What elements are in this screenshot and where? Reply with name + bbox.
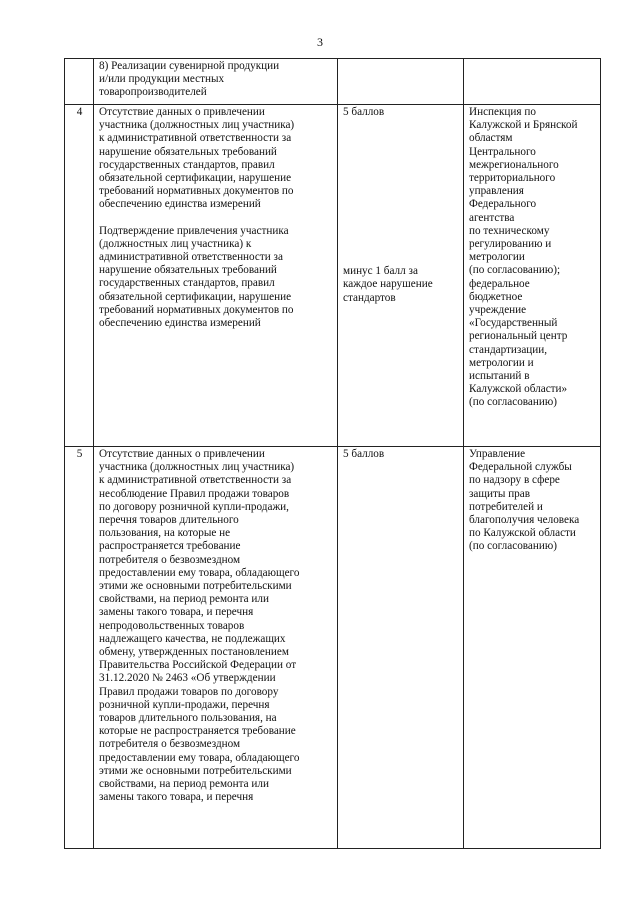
row-number	[65, 59, 94, 105]
authority-text: Управление Федеральной службы по надзору в сфере защиты прав потребителей и благополучия человека по Калужской области (по согласованию)	[469, 448, 580, 553]
score-text: 5 баллов	[343, 106, 385, 118]
criteria-table	[64, 58, 601, 849]
table-row	[65, 59, 601, 105]
authority-cell	[464, 105, 601, 447]
score-penalty-text: минус 1 балл за каждое нарушение стандартов	[343, 265, 433, 304]
criterion-text: Отсутствие данных о привлечении участника (должностных лиц участника) к административной ответственности за нарушение обязательных требований государственных стандартов, правил обязательной сертификации, нарушение требований нормативных документов по обеспечению единства измерений	[99, 106, 295, 211]
criterion-cell	[94, 59, 338, 105]
row-number: 5	[65, 447, 94, 849]
score-cell	[338, 447, 464, 849]
criterion-text-violation: Подтверждение привлечения участника (должностных лиц участника) к административной ответственности за нарушение обязательных требований государственных стандартов, правил обязательной сертификации, нарушение требований нормативных документов по обеспечению единства измерений	[99, 224, 294, 330]
criterion-text: Отсутствие данных о привлечении участника (должностных лиц участника) к административной ответственности за несоблюдение Правил продажи товаров по договору розничной купли-продажи, перечня товаров длительного пользования, на которые не распространяется требование потребителя о безвозмездном предоставлении ему товара, обладающего этими же основными потребительскими свойствами, на период ремонта или замены такого товара, и перечня непродовольственных товаров надлежащего качества, не подлежащих обмену, утвержденных постановлением Правительства Российской Федерации от 31.12.2020 № 2463 «Об утверждении Правил продажи товаров по договору розничной купли-продажи, перечня товаров длительного пользования, на которые не распространяется требование потребителя о безвозмездном предоставлении ему товара, обладающего этими же основными потребительскими свойствами, на период ремонта или замены такого товара, и перечня	[99, 448, 300, 804]
authority-text: Инспекция по Калужской и Брянской областям Центрального межрегионального территориального управления Федерального агентства по техническому регулированию и метрологии (по согласованию); федеральное бюджетное учреждение «Государственный региональный центр стандартизации, метрологии и испытаний в Калужской области» (по согласованию)	[469, 106, 578, 409]
authority-cell	[464, 447, 601, 849]
criterion-cell	[94, 447, 338, 849]
row-number: 4	[65, 105, 94, 447]
criterion-text: 8) Реализации сувенирной продукции и/или продукции местных товаропроизводителей	[99, 60, 280, 99]
page-number: 3	[317, 35, 323, 49]
score-cell	[338, 59, 464, 105]
score-text: 5 баллов	[343, 448, 385, 460]
authority-cell	[464, 59, 601, 105]
table-row	[65, 447, 601, 849]
score-cell	[338, 105, 464, 447]
table-row	[65, 105, 601, 447]
criterion-cell	[94, 105, 338, 447]
